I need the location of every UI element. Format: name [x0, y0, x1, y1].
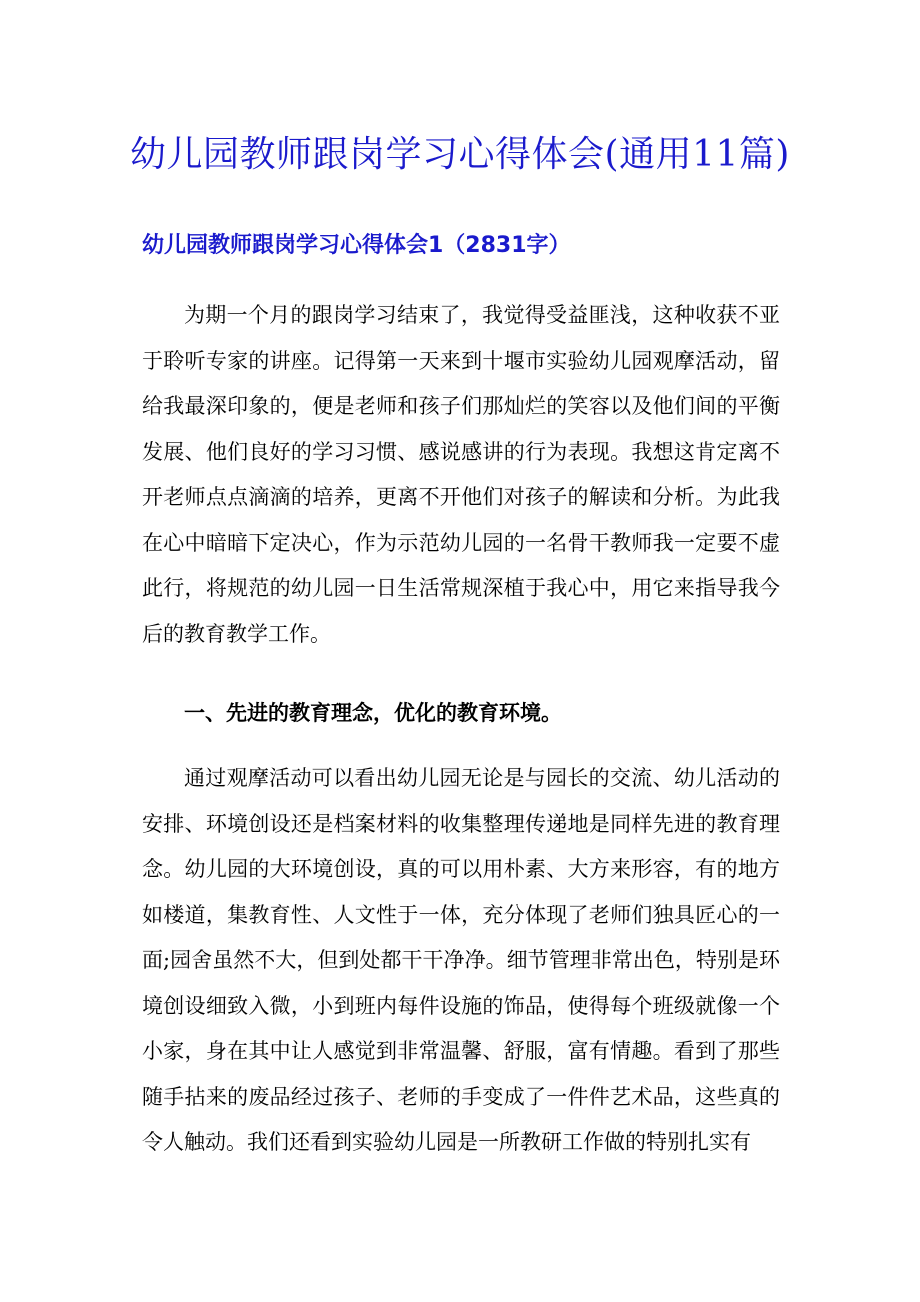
section-heading: 幼儿园教师跟岗学习心得体会1（2831字） [142, 233, 571, 258]
body-paragraph-2: 通过观摩活动可以看出幼儿园无论是与园长的交流、幼儿活动的安排、环境创设还是档案材料的收集整理传递地是同样先进的教育理念。幼儿园的大环境创设，真的可以用朴素、大方来形容，有的地方如楼道，集教育性、人文性于一体，充分体现了老师们独具匠心的一面;园舍虽然不大，但到处都干干净净。细节管理非常出色，特别是环境创设细致入微，小到班内每件设施的饰品，使得每个班级就像一个小家，身在其中让人感觉到非常温馨、舒服，富有情趣。看到了那些随手拈来的废品经过孩子、老师的手变成了一件件艺术品，这些真的令人触动。我们还看到实验幼儿园是一所教研工作做的特别扎实有 [142, 766, 780, 1154]
body-paragraph-1: 为期一个月的跟岗学习结束了，我觉得受益匪浅，这种收获不亚于聆听专家的讲座。记得第一天来到十堰市实验幼儿园观摩活动，留给我最深印象的，便是老师和孩子们那灿烂的笑容以及他们间的平衡发展、他们良好的学习习惯、感说感讲的行为表现。我想这肯定离不开老师点点滴滴的培养，更离不开他们对孩子的解读和分析。为此我在心中暗暗下定决心，作为示范幼儿园的一名骨干教师我一定要不虚此行，将规范的幼儿园一日生活常规深植于我心中，用它来指导我今后的教育教学工作。 [142, 303, 780, 646]
sub-heading-1: 一、先进的教育理念，优化的教育环境。 [184, 701, 562, 725]
document-title: 幼儿园教师跟岗学习心得体会(通用11篇) [130, 134, 790, 175]
